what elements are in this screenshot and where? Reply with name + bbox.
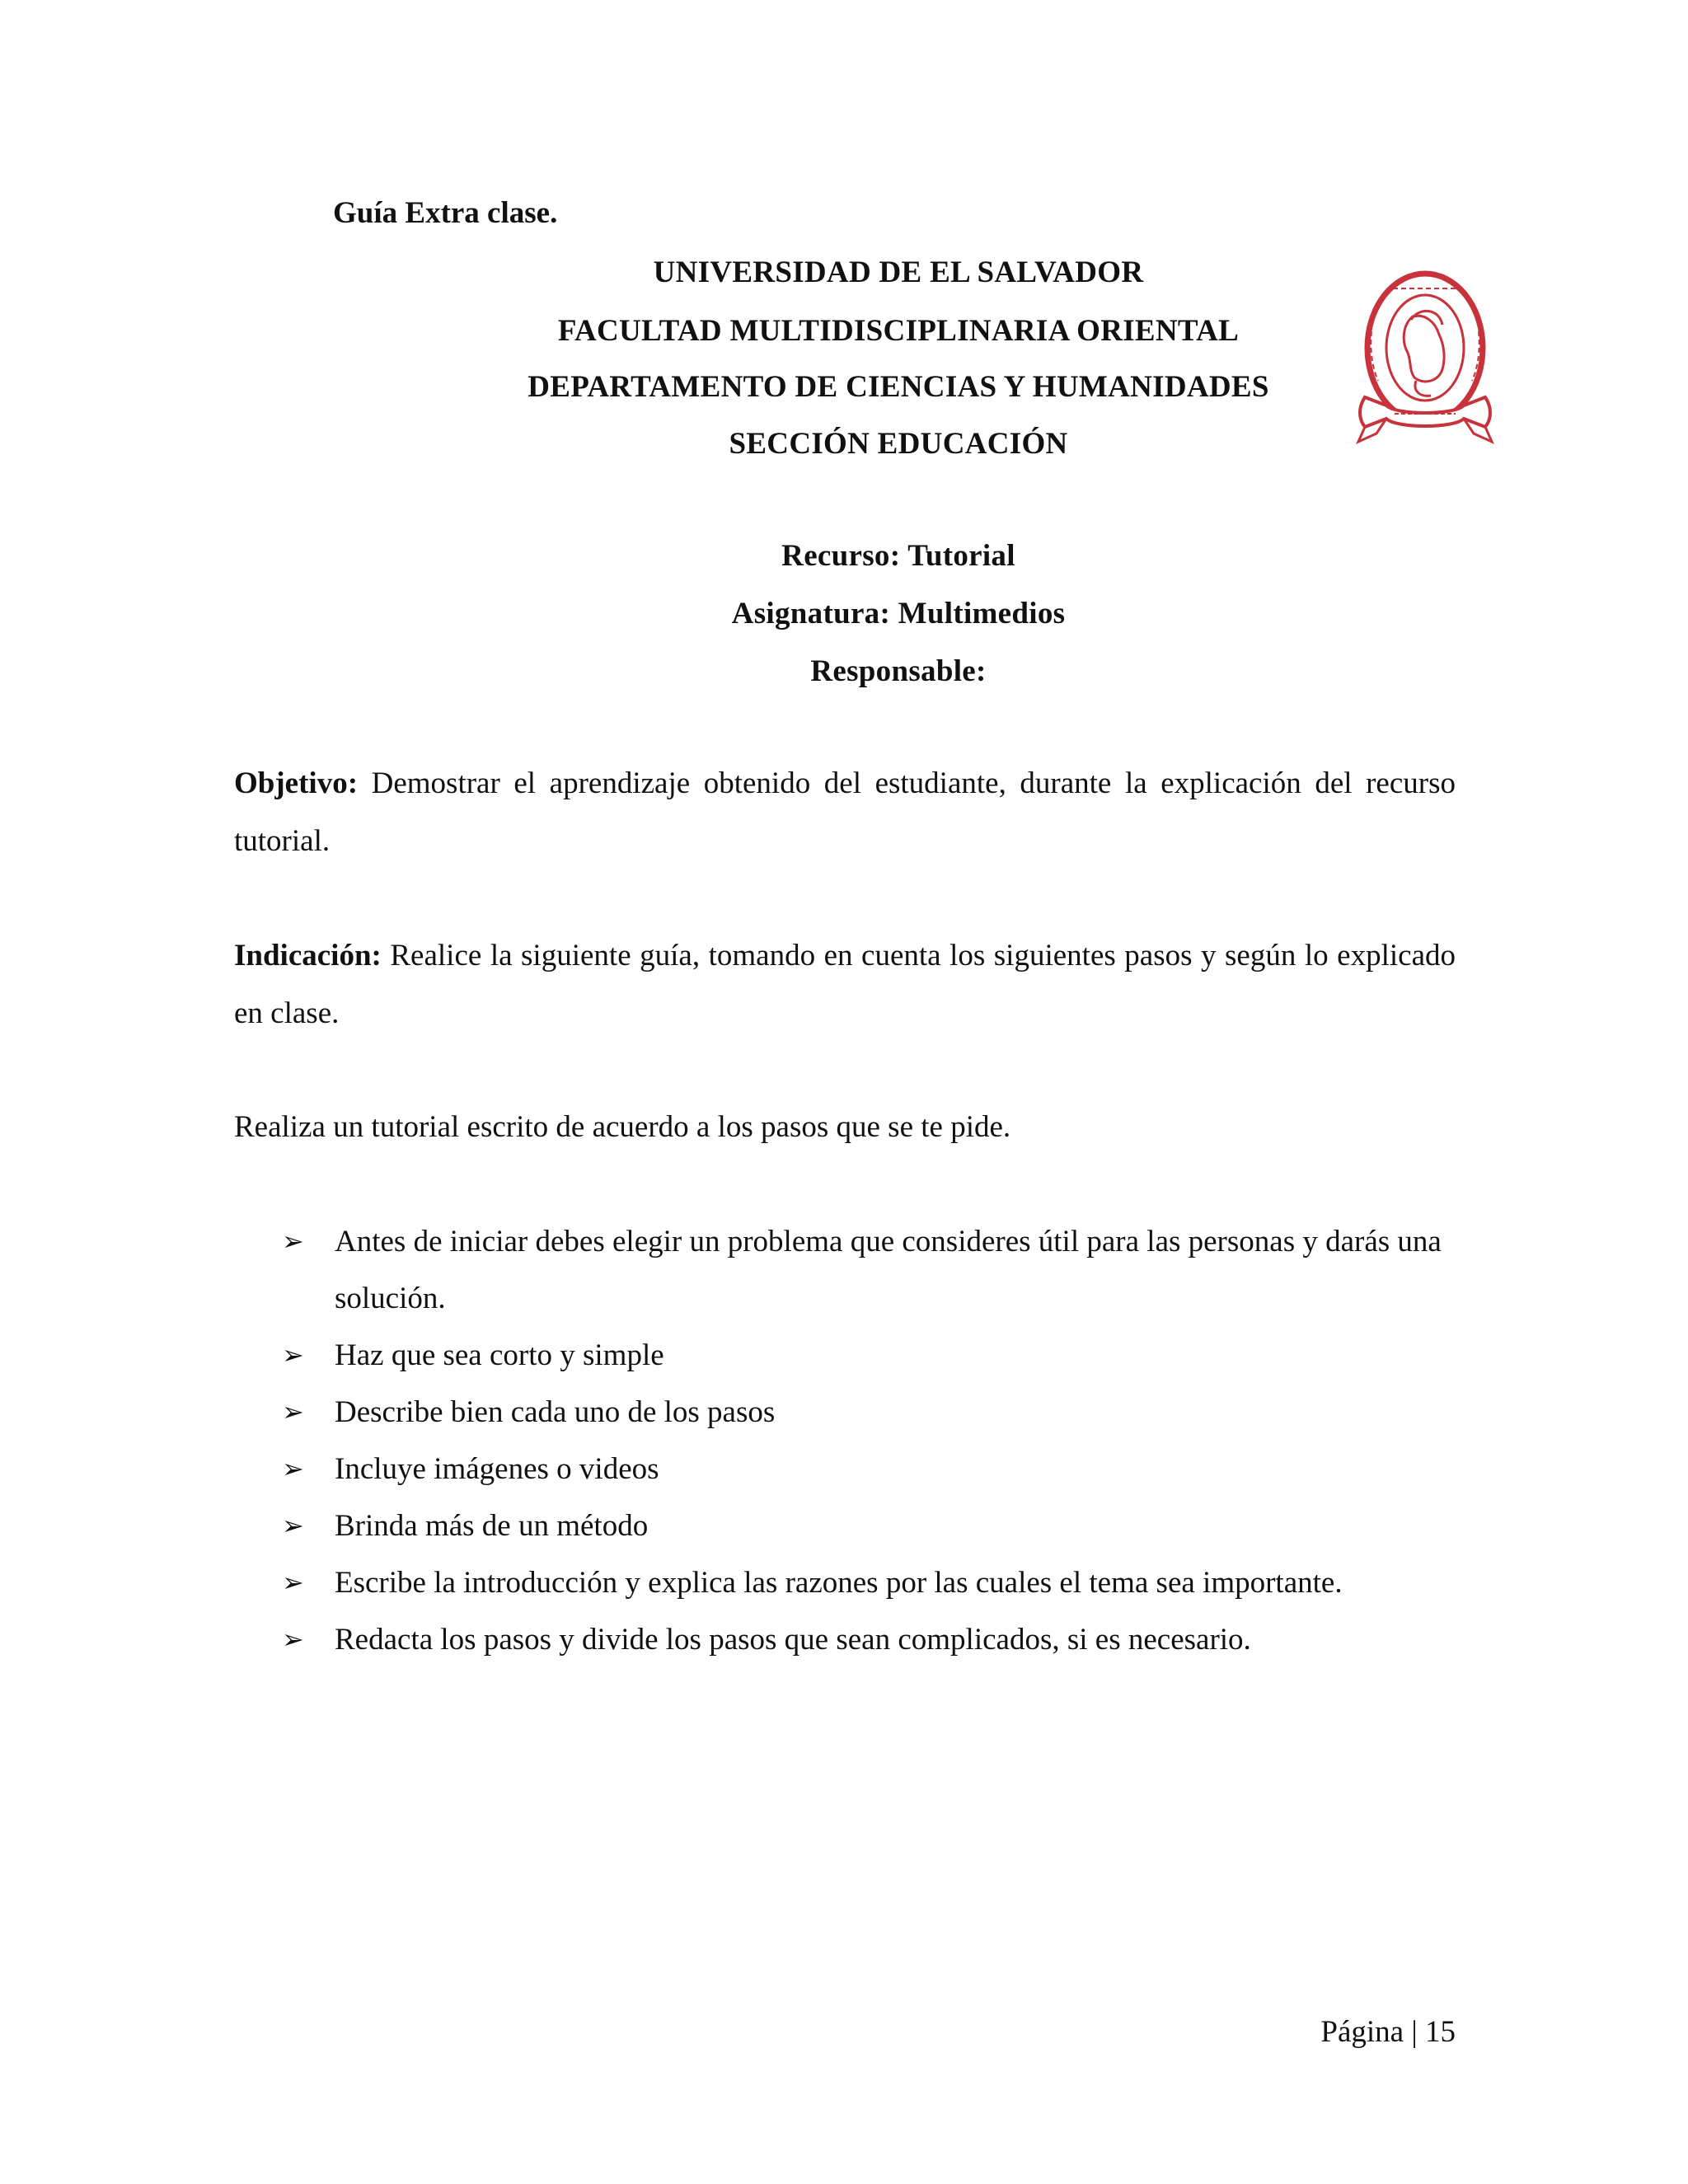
list-item: ➢ Redacta los pasos y divide los pasos que sean complicados, si es necesario. bbox=[280, 1611, 1459, 1668]
department-name: DEPARTAMENTO DE CIENCIAS Y HUMANIDADES bbox=[528, 370, 1269, 404]
arrow-bullet-icon: ➢ bbox=[282, 1453, 304, 1484]
responsible: Responsable: bbox=[810, 654, 987, 688]
list-item: ➢ Haz que sea corto y simple bbox=[280, 1327, 1459, 1384]
section-name: SECCIÓN EDUCACIÓN bbox=[729, 427, 1068, 461]
arrow-bullet-icon: ➢ bbox=[282, 1396, 304, 1427]
list-item: ➢ Describe bien cada uno de los pasos bbox=[280, 1384, 1459, 1441]
instruction-text: Realiza un tutorial escrito de acuerdo a los pasos que se te pide. bbox=[234, 1110, 1011, 1144]
indication-label: Indicación: bbox=[234, 939, 382, 972]
arrow-bullet-icon: ➢ bbox=[282, 1624, 304, 1655]
arrow-bullet-icon: ➢ bbox=[282, 1567, 304, 1598]
objective-paragraph bbox=[234, 755, 1456, 870]
resource-info bbox=[346, 0, 1451, 742]
arrow-bullet-icon: ➢ bbox=[282, 1226, 304, 1257]
list-item: ➢ Antes de iniciar debes elegir un problema que consideres útil para las personas y darás una solución. bbox=[280, 1213, 1459, 1327]
university-name: UNIVERSIDAD DE EL SALVADOR bbox=[653, 255, 1144, 289]
list-item: ➢ Brinda más de un método bbox=[280, 1497, 1459, 1554]
resource-type: Recurso: Tutorial bbox=[781, 539, 1015, 573]
arrow-bullet-icon: ➢ bbox=[282, 1339, 304, 1371]
objective-text: Demostrar el aprendizaje obtenido del estudiante, durante la explicación del recurso tutorial. bbox=[234, 766, 1456, 858]
indication-text: Realice la siguiente guía, tomando en cuenta los siguientes pasos y según lo explicado en clase. bbox=[234, 939, 1456, 1030]
guide-title: Guía Extra clase. bbox=[333, 196, 558, 230]
indication-paragraph bbox=[234, 927, 1456, 1043]
page-number: Página | 15 bbox=[1320, 2015, 1456, 2049]
faculty-name: FACULTAD MULTIDISCIPLINARIA ORIENTAL bbox=[557, 314, 1240, 348]
subject: Asignatura: Multimedios bbox=[731, 597, 1066, 630]
arrow-bullet-icon: ➢ bbox=[282, 1510, 304, 1541]
objective-label: Objetivo: bbox=[234, 766, 359, 800]
steps-list bbox=[280, 1213, 1459, 1668]
list-item: ➢ Incluye imágenes o videos bbox=[280, 1441, 1459, 1497]
list-item: ➢ Escribe la introducción y explica las razones por las cuales el tema sea importante. bbox=[280, 1554, 1459, 1611]
